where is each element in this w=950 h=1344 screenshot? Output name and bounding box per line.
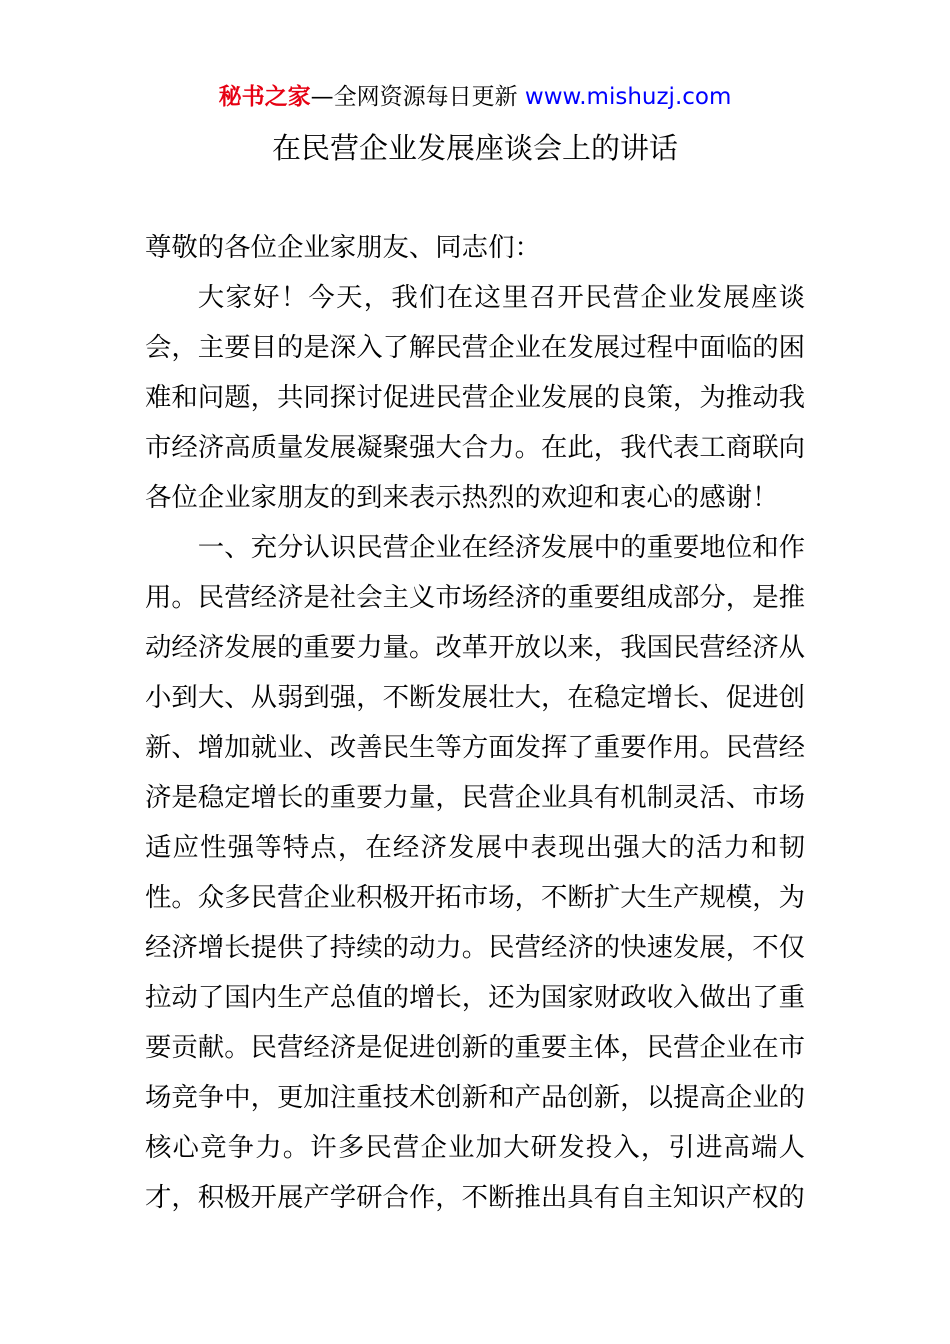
paragraph-section-one: 一、充分认识民营企业在经济发展中的重要地位和作用。民营经济是社会主义市场经济的重要组成部分，是推动经济发展的重要力量。改革开放以来，我国民营经济从小到大、从弱到强，不断发展壮大，在稳定增长、促进创新、增加就业、改善民生等方面发挥了重要作用。民营经济是稳定增长的重要力量，民营企业具有机制灵活、市场适应性强等特点，在经济发展中表现出强大的活力和韧性。众多民营企业积极开拓市场，不断扩大生产规模，为经济增长提供了持续的动力。民营经济的快速发展，不仅拉动了国内生产总值的增长，还为国家财政收入做出了重要贡献。民营经济是促进创新的重要主体，民营企业在市场竞争中，更加注重技术创新和产品创新，以提高企业的核心竞争力。许多民营企业加大研发投入，引进高端人才，积极开展产学研合作，不断推出具有自主知识产权的 bbox=[145, 532, 805, 1213]
document-body bbox=[145, 223, 805, 1223]
site-tagline: —全网资源每日更新 bbox=[310, 84, 518, 110]
site-brand: 秘书之家 bbox=[218, 84, 311, 110]
document-title: 在民营企业发展座谈会上的讲话 bbox=[271, 131, 678, 165]
site-url-link[interactable]: www.mishuzj.com bbox=[524, 84, 732, 110]
salutation: 尊敬的各位企业家朋友、同志们： bbox=[145, 232, 541, 263]
site-header bbox=[0, 80, 950, 114]
paragraph-opening: 大家好！今天，我们在这里召开民营企业发展座谈会，主要目的是深入了解民营企业在发展过程中面临的困难和问题，共同探讨促进民营企业发展的良策，为推动我市经济高质量发展凝聚强大合力。在此，我代表工商联向各位企业家朋友的到来表示热烈的欢迎和衷心的感谢！ bbox=[145, 282, 805, 513]
